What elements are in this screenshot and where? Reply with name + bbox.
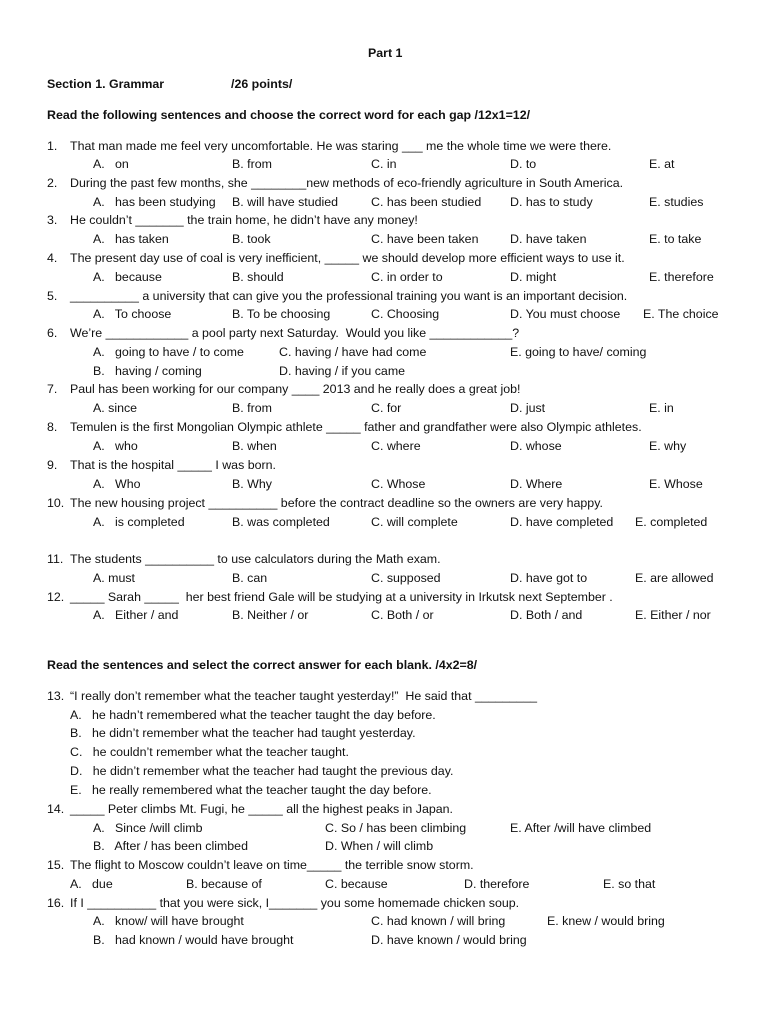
option-c: C. supposed [371,571,441,585]
option-c: C. because [325,877,388,891]
question-text: He couldn’t _______ the train home, he didn’t have any money! [70,213,418,227]
question-number: 12. [47,590,65,604]
option-e: E. After /will have climbed [510,821,652,835]
question-number: 13. [47,689,65,703]
option-c: C. Both / or [371,608,434,622]
question-text: The students __________ to use calculators during the Math exam. [70,552,441,566]
option-a: A. know/ will have brought [93,914,244,928]
option-d: D. might [510,270,557,284]
question-number: 10. [47,496,65,510]
question-text: Paul has been working for our company ____ 2013 and he really does a great job! [70,382,521,396]
option-d: D. he didn’t remember what the teacher had taught the previous day. [70,764,454,778]
question-text: If I __________ that you were sick, I_______ you some homemade chicken soup. [70,896,520,910]
option-b: B. took [232,232,271,246]
question-number: 5. [47,289,58,303]
option-d: D. Where [510,477,563,491]
question-number: 9. [47,458,58,472]
option-e: E. going to have/ coming [510,345,647,359]
option-d: D. whose [510,439,562,453]
question-number: 4. [47,251,58,265]
question-text: That is the hospital _____ I was born. [70,458,276,472]
option-d: D. to [510,157,537,171]
option-c: C. had known / will bring [371,914,506,928]
option-b: B. was completed [232,515,330,529]
option-d: D. have taken [510,232,587,246]
option-c: C. having / have had come [279,345,427,359]
question-number: 11. [47,552,64,566]
question-text: _____ Peter climbs Mt. Fugi, he _____ all the highest peaks in Japan. [70,802,453,816]
option-a: A. has taken [93,232,169,246]
option-a: A. due [70,877,113,891]
option-e: E. Either / nor [635,608,711,622]
option-e: E. at [649,157,675,171]
option-d: D. just [510,401,546,415]
option-c: C. he couldn’t remember what the teacher taught. [70,745,349,759]
option-b: B. from [232,401,272,415]
question-number: 15. [47,858,65,872]
option-e: E. so that [603,877,656,891]
option-e: E. are allowed [635,571,714,585]
option-d: D. When / will climb [325,839,434,853]
option-c: C. Whose [371,477,426,491]
question-text: That man made me feel very uncomfortable. He was staring ___ me the whole time we were there. [70,139,612,153]
option-d: D. therefore [464,877,530,891]
option-e: E. to take [649,232,702,246]
option-a: A. Who [93,477,141,491]
option-b: B. from [232,157,272,171]
question-text: We’re ____________ a pool party next Saturday. Would you like ____________? [70,326,520,340]
option-e: E. studies [649,195,704,209]
option-d: D. have completed [510,515,614,529]
option-e: E. knew / would bring [547,914,665,928]
option-b: B. because of [186,877,262,891]
question-text: The present day use of coal is very inefficient, _____ we should develop more efficient ways to use it. [70,251,625,265]
option-e: E. why [649,439,687,453]
option-c: C. in [371,157,397,171]
option-b: B. had known / would have brought [93,933,294,947]
option-a: A. has been studying [93,195,216,209]
option-b: B. can [232,571,268,585]
question-number: 14. [47,802,65,816]
option-c: C. Choosing [371,307,440,321]
option-e: E. therefore [649,270,714,284]
option-c: C. will complete [371,515,458,529]
option-a: A. Either / and [93,608,179,622]
section-title: Section 1. Grammar [47,77,165,91]
instruction: Read the sentences and select the correct answer for each blank. /4x2=8/ [47,658,478,672]
option-b: B. will have studied [232,195,339,209]
option-a: A. is completed [93,515,185,529]
option-c: C. for [371,401,402,415]
option-e: E. Whose [649,477,703,491]
question-number: 1. [47,139,58,153]
option-c: C. So / has been climbing [325,821,467,835]
option-b: B. To be choosing [232,307,331,321]
option-a: A. he hadn’t remembered what the teacher taught the day before. [70,708,436,722]
option-c: C. has been studied [371,195,482,209]
question-text: “I really don’t remember what the teacher taught yesterday!” He said that _________ [70,689,537,703]
option-c: C. have been taken [371,232,479,246]
option-b: B. should [232,270,284,284]
option-a: A. must [93,571,135,585]
option-c: C. in order to [371,270,443,284]
question-number: 8. [47,420,58,434]
part-heading: Part 1 [368,46,403,60]
option-d: D. has to study [510,195,593,209]
option-a: A. To choose [93,307,172,321]
option-a: A. since [93,401,138,415]
option-a: A. on [93,157,129,171]
option-a: A. Since /will climb [93,821,203,835]
question-text: During the past few months, she ________new methods of eco-friendly agriculture in South America. [70,176,624,190]
option-d: D. Both / and [510,608,583,622]
question-text: Temulen is the first Mongolian Olympic athlete _____ father and grandfather were also Olympic athletes. [70,420,642,434]
question-text: The new housing project __________ before the contract deadline so the owners are very happy. [70,496,603,510]
option-e: E. completed [635,515,708,529]
option-e: E. in [649,401,674,415]
option-d: D. You must choose [510,307,621,321]
option-d: D. having / if you came [279,364,406,378]
question-text: __________ a university that can give you the professional training you want is an important decision. [70,289,628,303]
option-a: A. going to have / to come [93,345,244,359]
option-e: E. he really remembered what the teacher taught the day before. [70,783,432,797]
option-b: B. Why [232,477,272,491]
option-b: B. Neither / or [232,608,309,622]
option-b: B. when [232,439,277,453]
option-b: B. After / has been climbed [93,839,248,853]
option-b: B. having / coming [93,364,202,378]
option-c: C. where [371,439,421,453]
question-text: _____ Sarah _____ her best friend Gale will be studying at a university in Irkutsk next September . [70,590,613,604]
option-d: D. have got to [510,571,588,585]
option-d: D. have known / would bring [371,933,527,947]
option-e: E. The choice [643,307,719,321]
question-number: 7. [47,382,58,396]
question-number: 3. [47,213,58,227]
option-b: B. he didn’t remember what the teacher had taught yesterday. [70,726,416,740]
question-number: 16. [47,896,65,910]
section-points: /26 points/ [231,77,293,91]
question-number: 6. [47,326,58,340]
question-text: The flight to Moscow couldn’t leave on time_____ the terrible snow storm. [70,858,474,872]
instruction: Read the following sentences and choose the correct word for each gap /12x1=12/ [47,108,531,122]
option-a: A. who [93,439,138,453]
option-a: A. because [93,270,162,284]
question-number: 2. [47,176,58,190]
